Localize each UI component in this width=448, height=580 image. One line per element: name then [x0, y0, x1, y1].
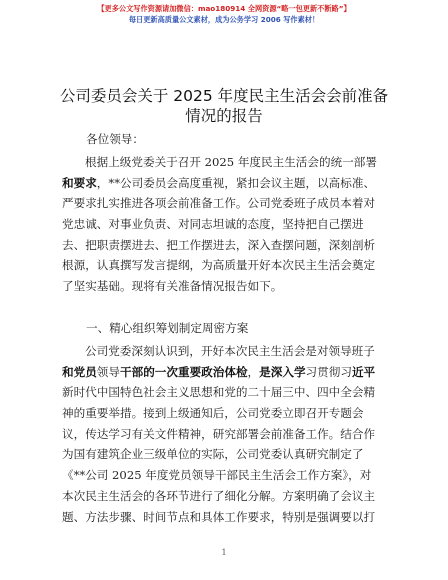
- intro-line: 严要求扎实推进各项会前准备工作。公司党委班子成员本着对: [62, 196, 376, 211]
- section-1-line: 《**公司 2025 年度党员领导干部民主生活会工作方案》，对: [62, 468, 372, 483]
- document-title-line-1: 公司委员会关于 2025 年度民主生活会会前准备: [59, 87, 389, 105]
- section-1-line: 公司党委深刻认识到，开好本次民主生活会是对领导班子: [85, 344, 375, 358]
- section-1-line: 题、方法步骤、时间节点和具体工作要求，特别是强调要以打: [62, 509, 376, 524]
- intro-line: 根据上级党委关于召开 2025 年度民主生活会的统一部署: [85, 155, 377, 169]
- section-1-line: 神的重要举措。接到上级通知后，公司党委立即召开专题会: [62, 406, 364, 421]
- section-1-text: 习贯彻习: [305, 364, 352, 379]
- intro-text: ，**公司委员会高度重视，紧扣会议主题，以高标准、: [96, 175, 376, 190]
- intro-paragraph: [62, 152, 396, 297]
- section-1-text: ，: [247, 364, 260, 379]
- section-1-line: 议，传达学习有关文件精神，研究部署会前准备工作。结合作: [62, 426, 376, 441]
- promo-banner-top: 【更多公文写作资源请加微信：mao180914 全网资源“略一包更新不断路”】: [97, 4, 351, 13]
- section-1-line: 本次民主生活会的各环节进行了细化分解。方案明确了会议主: [62, 488, 376, 503]
- section-1-line: 新时代中国特色社会主义思想和党的二十届三中、四中全会精: [62, 385, 376, 400]
- intro-line: 党忠诚、对事业负责、对同志坦诚的态度，坚持把自己摆进: [62, 217, 364, 232]
- promo-banner-sub: 每日更新高质量公文素材，成为公务学习 2006 写作素材！: [128, 15, 320, 24]
- section-1-emphasis: 近平: [351, 364, 376, 379]
- section-1-paragraph: [62, 341, 396, 527]
- section-1-line: [62, 362, 396, 383]
- document-title-line-2: 情况的报告: [185, 107, 263, 125]
- section-1-text: 领导: [96, 364, 120, 379]
- intro-line: [62, 173, 396, 194]
- section-1-line: 为国有建筑企业三级单位的实际，公司党委认真研究制定了: [62, 447, 364, 462]
- section-heading-1: 一、精心组织筹划制定周密方案: [86, 321, 249, 335]
- section-1-emphasis: 是深入学: [259, 364, 306, 379]
- section-1-emphasis: 干部的一次重要政治体检: [120, 364, 248, 379]
- section-1-emphasis: 和党员: [62, 364, 97, 379]
- page-number: 1: [221, 548, 227, 557]
- greeting: 各位领导：: [86, 132, 144, 146]
- intro-line: 根源，认真撰写发言提纲，为高质量开好本次民主生活会奠定: [62, 258, 376, 273]
- intro-line: 了坚实基础。现将有关准备情况报告如下。: [62, 279, 283, 294]
- intro-emphasis: 和要求: [62, 175, 97, 190]
- intro-line: 去、把职责摆进去、把工作摆进去，深入查摆问题，深刻剖析: [62, 237, 376, 252]
